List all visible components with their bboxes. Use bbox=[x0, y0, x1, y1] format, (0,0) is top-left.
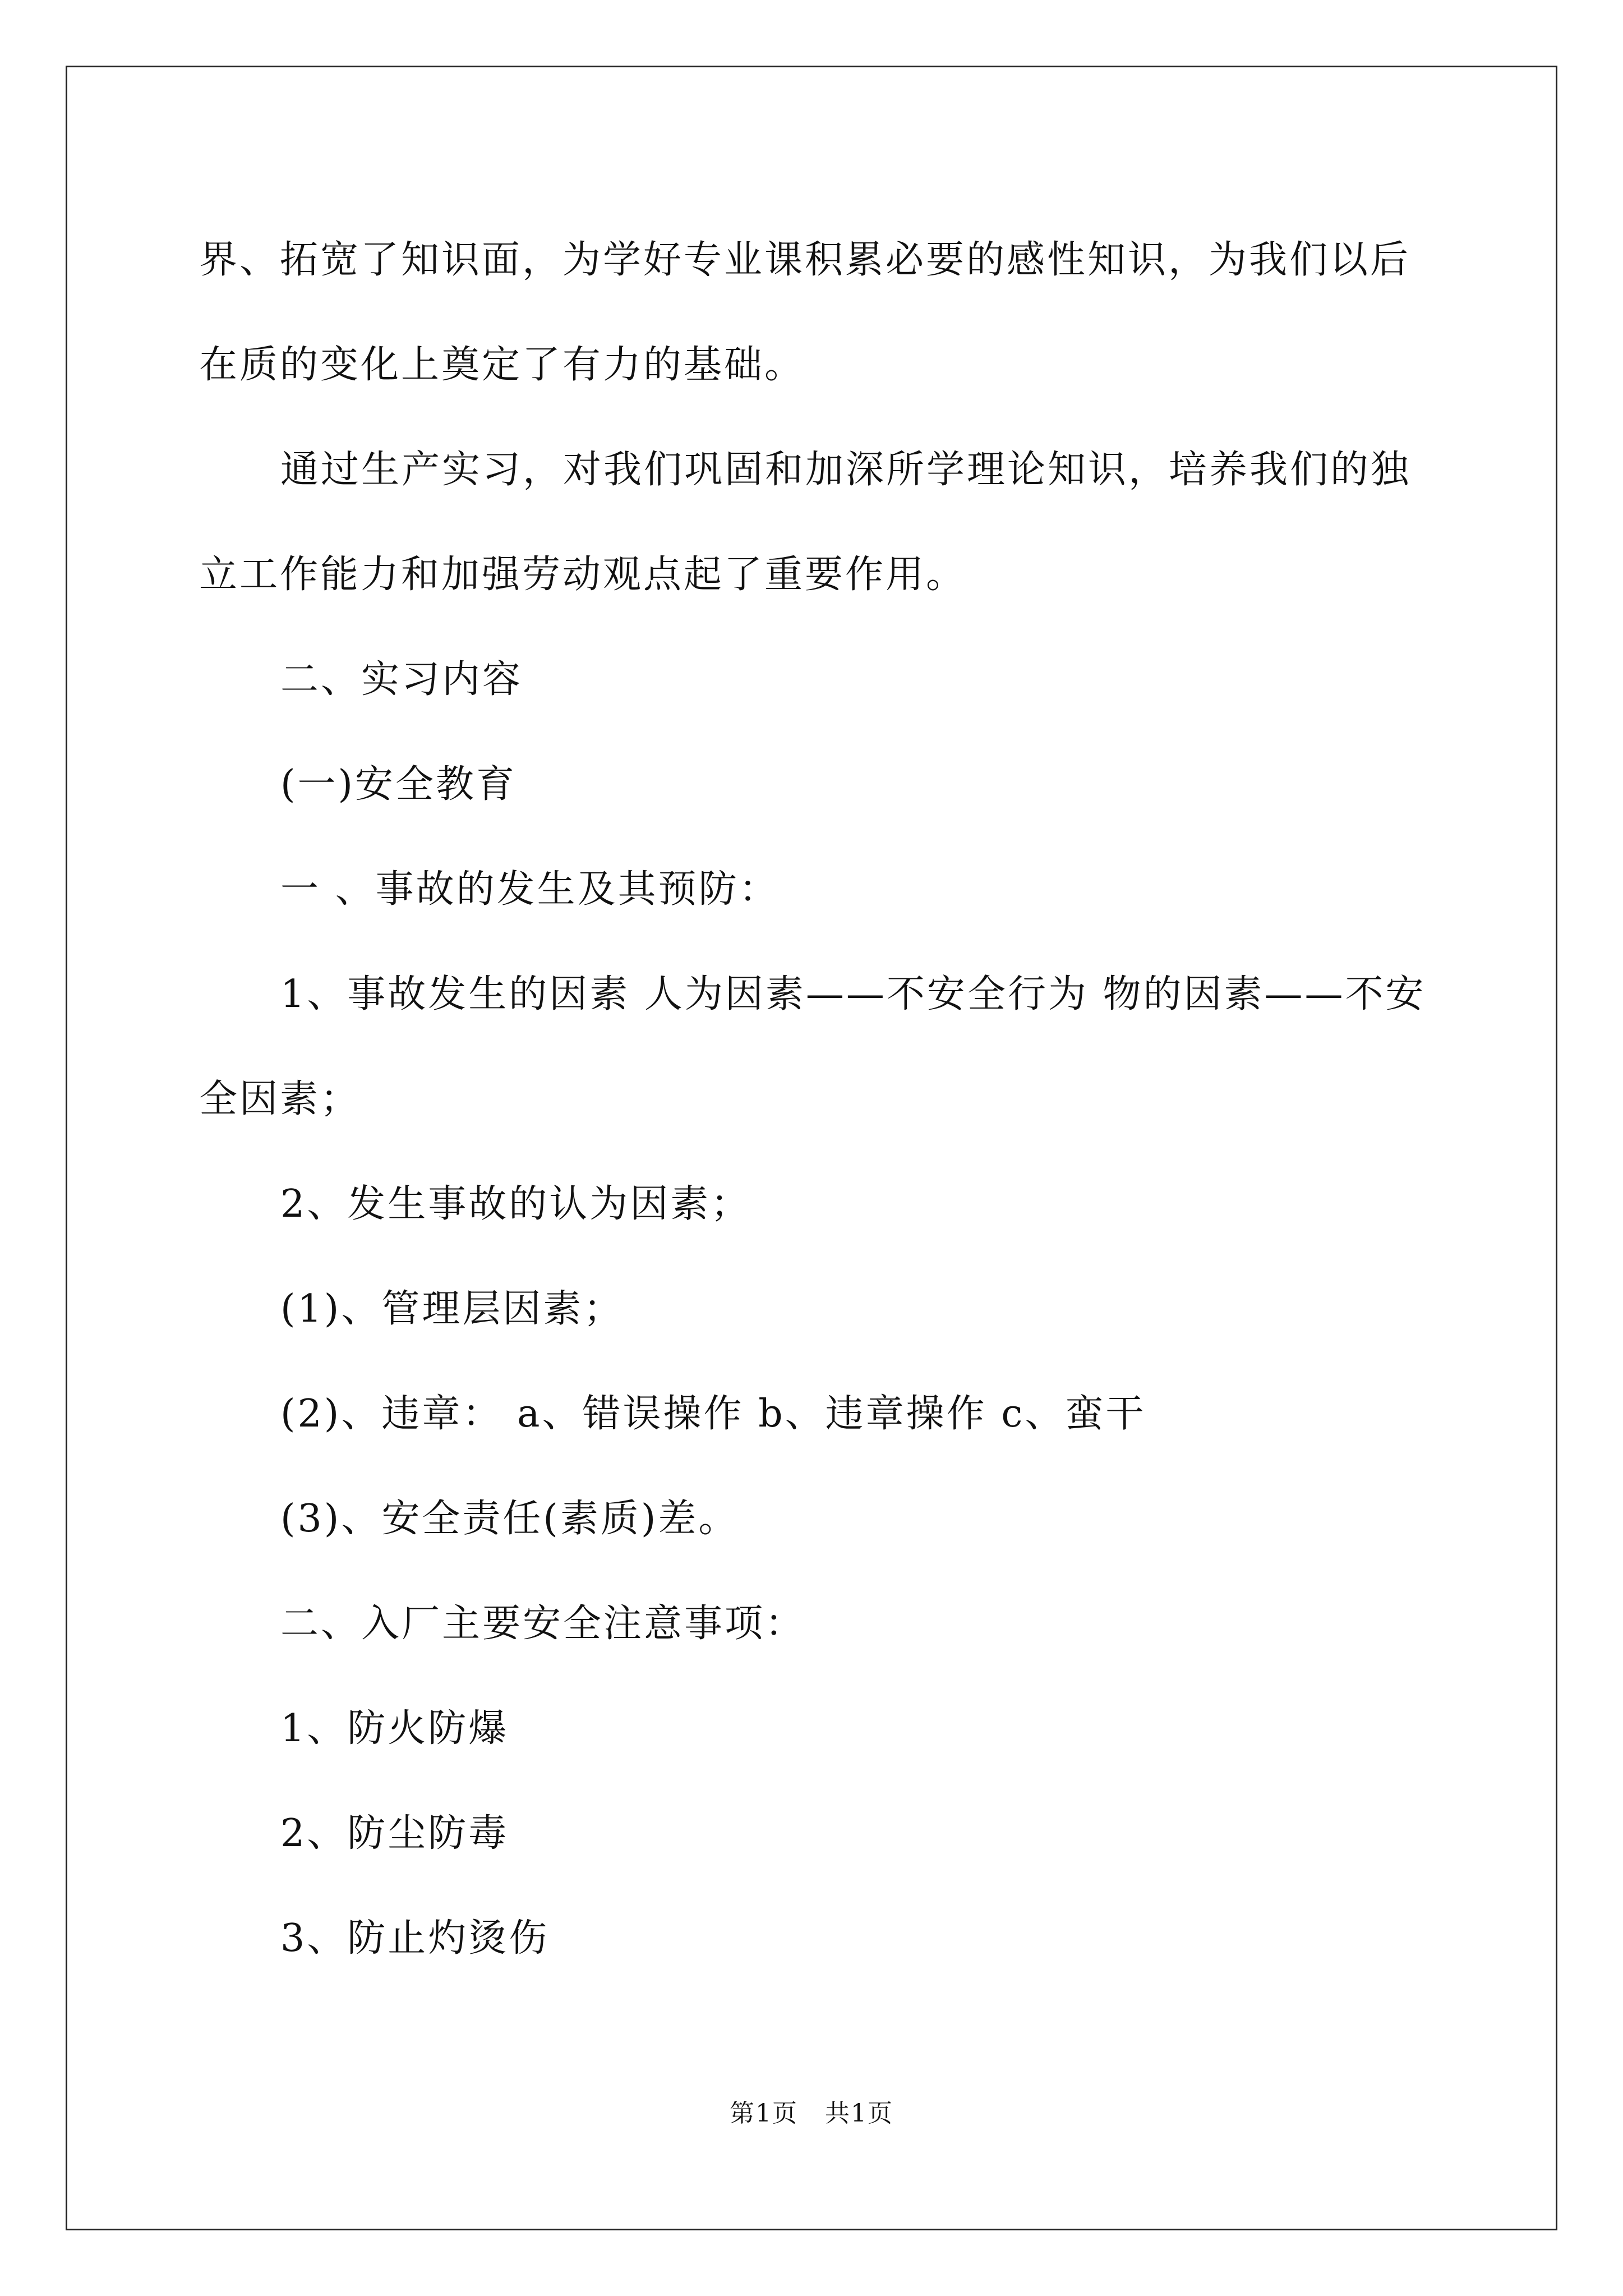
document-body bbox=[199, 208, 1427, 1991]
list-item: 2、防尘防毒 bbox=[280, 1811, 509, 1856]
paragraph-line: 立工作能力和加强劳动观点起了重要作用。 bbox=[199, 553, 967, 597]
paragraph-line: 全因素； bbox=[199, 1077, 361, 1121]
list-item: 1、事故发生的因素 人为因素——不安全行为 物的因素——不安 bbox=[280, 972, 1426, 1016]
list-item: (3)、安全责任(素质)差。 bbox=[280, 1497, 739, 1541]
list-item: (2)、违章： a、错误操作 b、违章操作 c、蛮干 bbox=[280, 1392, 1146, 1436]
list-item: 3、防止灼烫伤 bbox=[280, 1916, 550, 1961]
section-heading: 二、实习内容 bbox=[280, 657, 523, 702]
page-footer: 第1页 共1页 bbox=[730, 2099, 893, 2128]
list-item: (1)、管理层因素； bbox=[280, 1287, 624, 1331]
list-item: 2、发生事故的认为因素； bbox=[280, 1182, 751, 1226]
paragraph-line: 在质的变化上奠定了有力的基础。 bbox=[199, 343, 805, 387]
list-heading: 一 、事故的发生及其预防： bbox=[280, 867, 780, 912]
list-heading: 二、入厂主要安全注意事项： bbox=[280, 1602, 806, 1646]
list-item: 1、防火防爆 bbox=[280, 1706, 509, 1751]
paragraph-line: 界、拓宽了知识面，为学好专业课积累必要的感性知识，为我们以后 bbox=[199, 238, 1411, 282]
paragraph-line: 通过生产实习，对我们巩固和加深所学理论知识，培养我们的独 bbox=[280, 448, 1412, 492]
subsection-heading: (一)安全教育 bbox=[280, 762, 517, 807]
